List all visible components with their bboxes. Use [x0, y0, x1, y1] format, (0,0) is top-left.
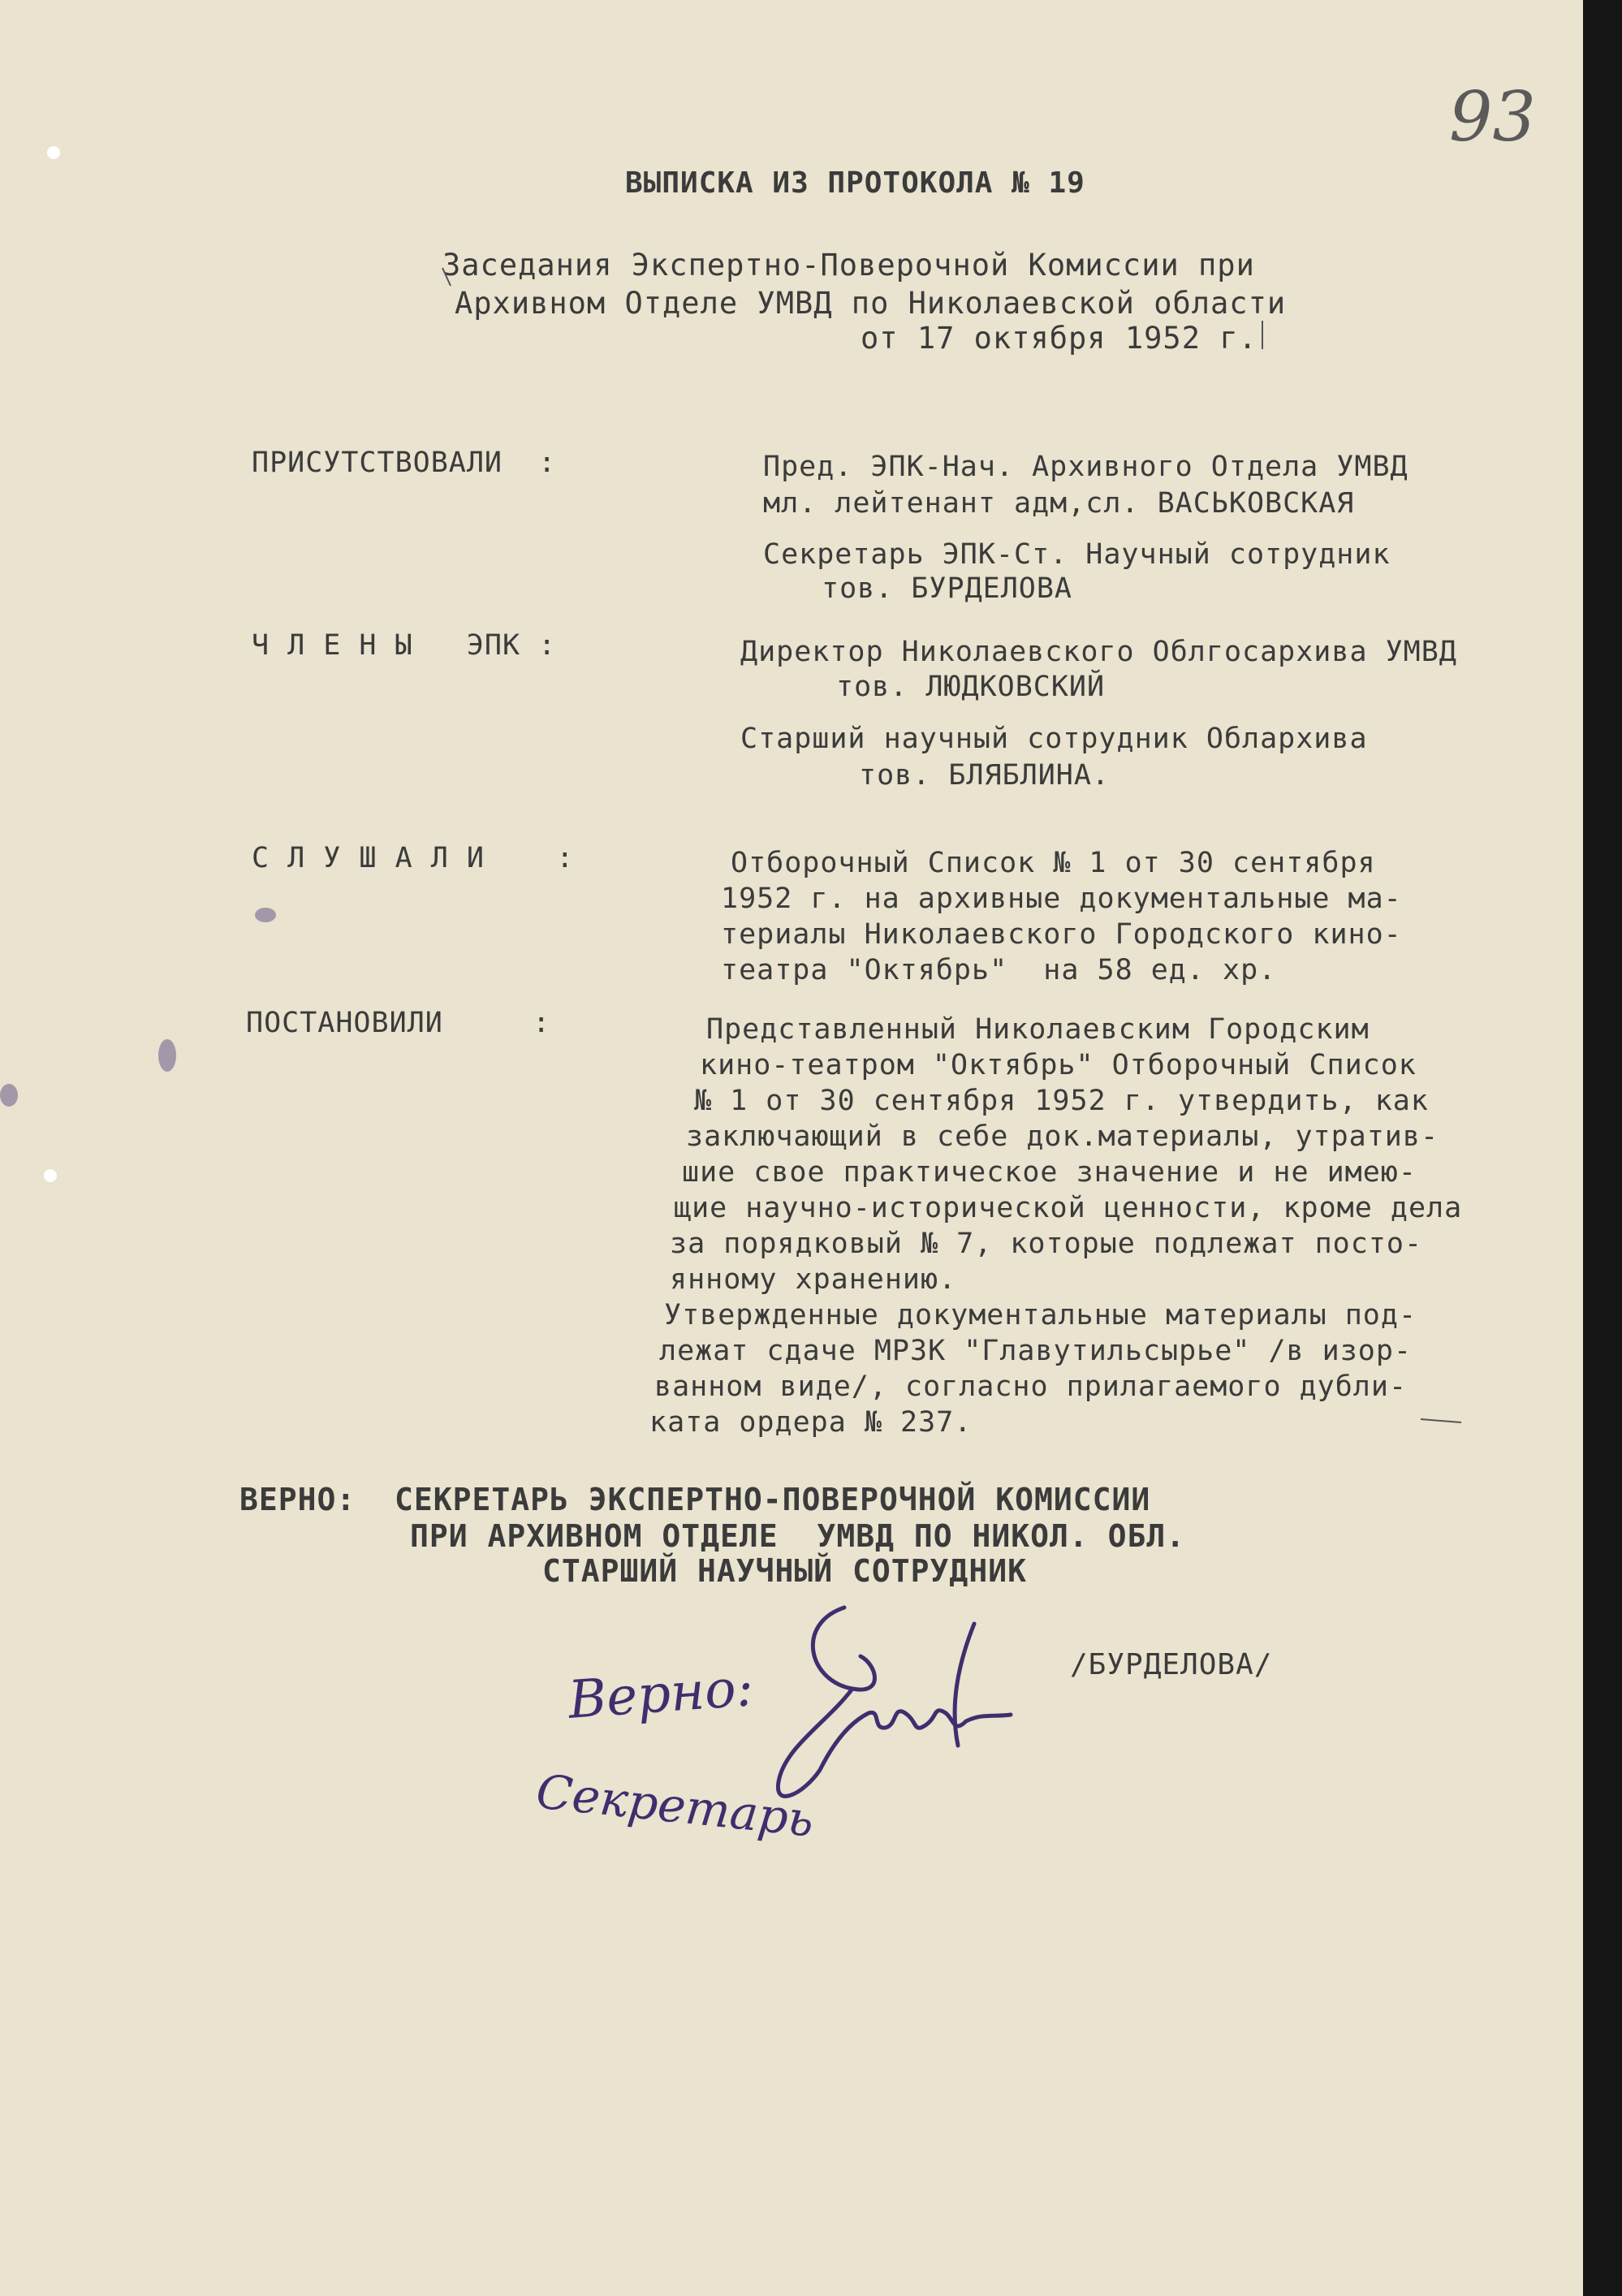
handwritten-verno: Верно: — [566, 1658, 756, 1731]
heard-line: театра "Октябрь" на 58 ед. хр. — [721, 954, 1277, 986]
resolved-line: щие научно-исторической ценности, кроме дела — [674, 1192, 1463, 1224]
document-title: ВЫПИСКА ИЗ ПРОТОКОЛА № 19 — [625, 166, 1085, 200]
resolved-line: Представленный Николаевским Городским — [706, 1013, 1370, 1046]
subtitle-line-3: от 17 октября 1952 г. — [861, 321, 1257, 356]
member-2-line-2: тов. БЛЯБЛИНА. — [859, 759, 1111, 792]
archive-page-number: 93 — [1449, 77, 1536, 157]
present-chair-line-1: Пред. ЭПК-Нач. Архивного Отдела УМВД — [763, 451, 1408, 483]
heard-line: териалы Николаевского Городского кино- — [721, 918, 1402, 951]
resolved-line: ката ордера № 237. — [649, 1406, 973, 1439]
certification-line-2: ПРИ АРХИВНОМ ОТДЕЛЕ УМВД ПО НИКОЛ. ОБЛ. — [410, 1518, 1186, 1554]
member-2-line-1: Старший научный сотрудник Облархива — [740, 723, 1368, 755]
present-secretary-line-1: Секретарь ЭПК-Ст. Научный сотрудник — [763, 538, 1391, 571]
resolved-line: лежат сдаче МРЗК "Главутильсырье" /в изор- — [659, 1335, 1413, 1367]
resolved-line: № 1 от 30 сентября 1952 г. утвердить, как — [694, 1085, 1429, 1117]
resolved-line: кино-театром "Октябрь" Отборочный Список — [700, 1049, 1417, 1081]
subtitle-line-2: Архивном Отделе УМВД по Николаевской области — [455, 286, 1287, 321]
heard-label: С Л У Ш А Л И : — [252, 842, 575, 874]
resolved-line: шие свое практическое значение и не имею- — [682, 1156, 1417, 1189]
handwritten-secretary: Секретарь — [533, 1763, 817, 1848]
present-secretary-line-2: тов. БУРДЕЛОВА — [822, 572, 1073, 605]
certification-line-1: ВЕРНО: СЕКРЕТАРЬ ЭКСПЕРТНО-ПОВЕРОЧНОЙ КОМИССИИ — [239, 1482, 1151, 1517]
heard-line: 1952 г. на архивные документальные ма- — [721, 883, 1402, 915]
present-chair-line-2: мл. лейтенант адм,сл. ВАСЬКОВСКАЯ — [763, 487, 1355, 520]
resolved-label: ПОСТАНОВИЛИ : — [246, 1007, 551, 1039]
member-1-line-2: тов. ЛЮДКОВСКИЙ — [836, 671, 1106, 703]
resolved-line: заключающий в себе док.материалы, утратив- — [686, 1120, 1439, 1153]
resolved-line: ванном виде/, согласно прилагаемого дубли- — [654, 1370, 1408, 1403]
heard-line: Отборочный Список № 1 от 30 сентября — [731, 847, 1376, 879]
certification-line-3: СТАРШИЙ НАУЧНЫЙ СОТРУДНИК — [542, 1553, 1027, 1589]
resolved-line: янному хранению. — [670, 1263, 957, 1296]
resolved-line: Утвержденные документальные материалы под- — [664, 1299, 1417, 1331]
member-1-line-1: Директор Николаевского Облгосархива УМВД — [740, 636, 1457, 668]
resolved-line: за порядковый № 7, которые подлежат посто- — [670, 1228, 1423, 1260]
members-label: Ч Л Е Н Ы ЭПК : — [252, 629, 557, 662]
present-label: ПРИСУТСТВОВАЛИ : — [252, 447, 557, 479]
scan-border — [1583, 0, 1622, 2296]
subtitle-line-1: Заседания Экспертно-Поверочной Комиссии при — [442, 248, 1255, 283]
signatory-name: /БУРДЕЛОВА/ — [1070, 1648, 1273, 1681]
